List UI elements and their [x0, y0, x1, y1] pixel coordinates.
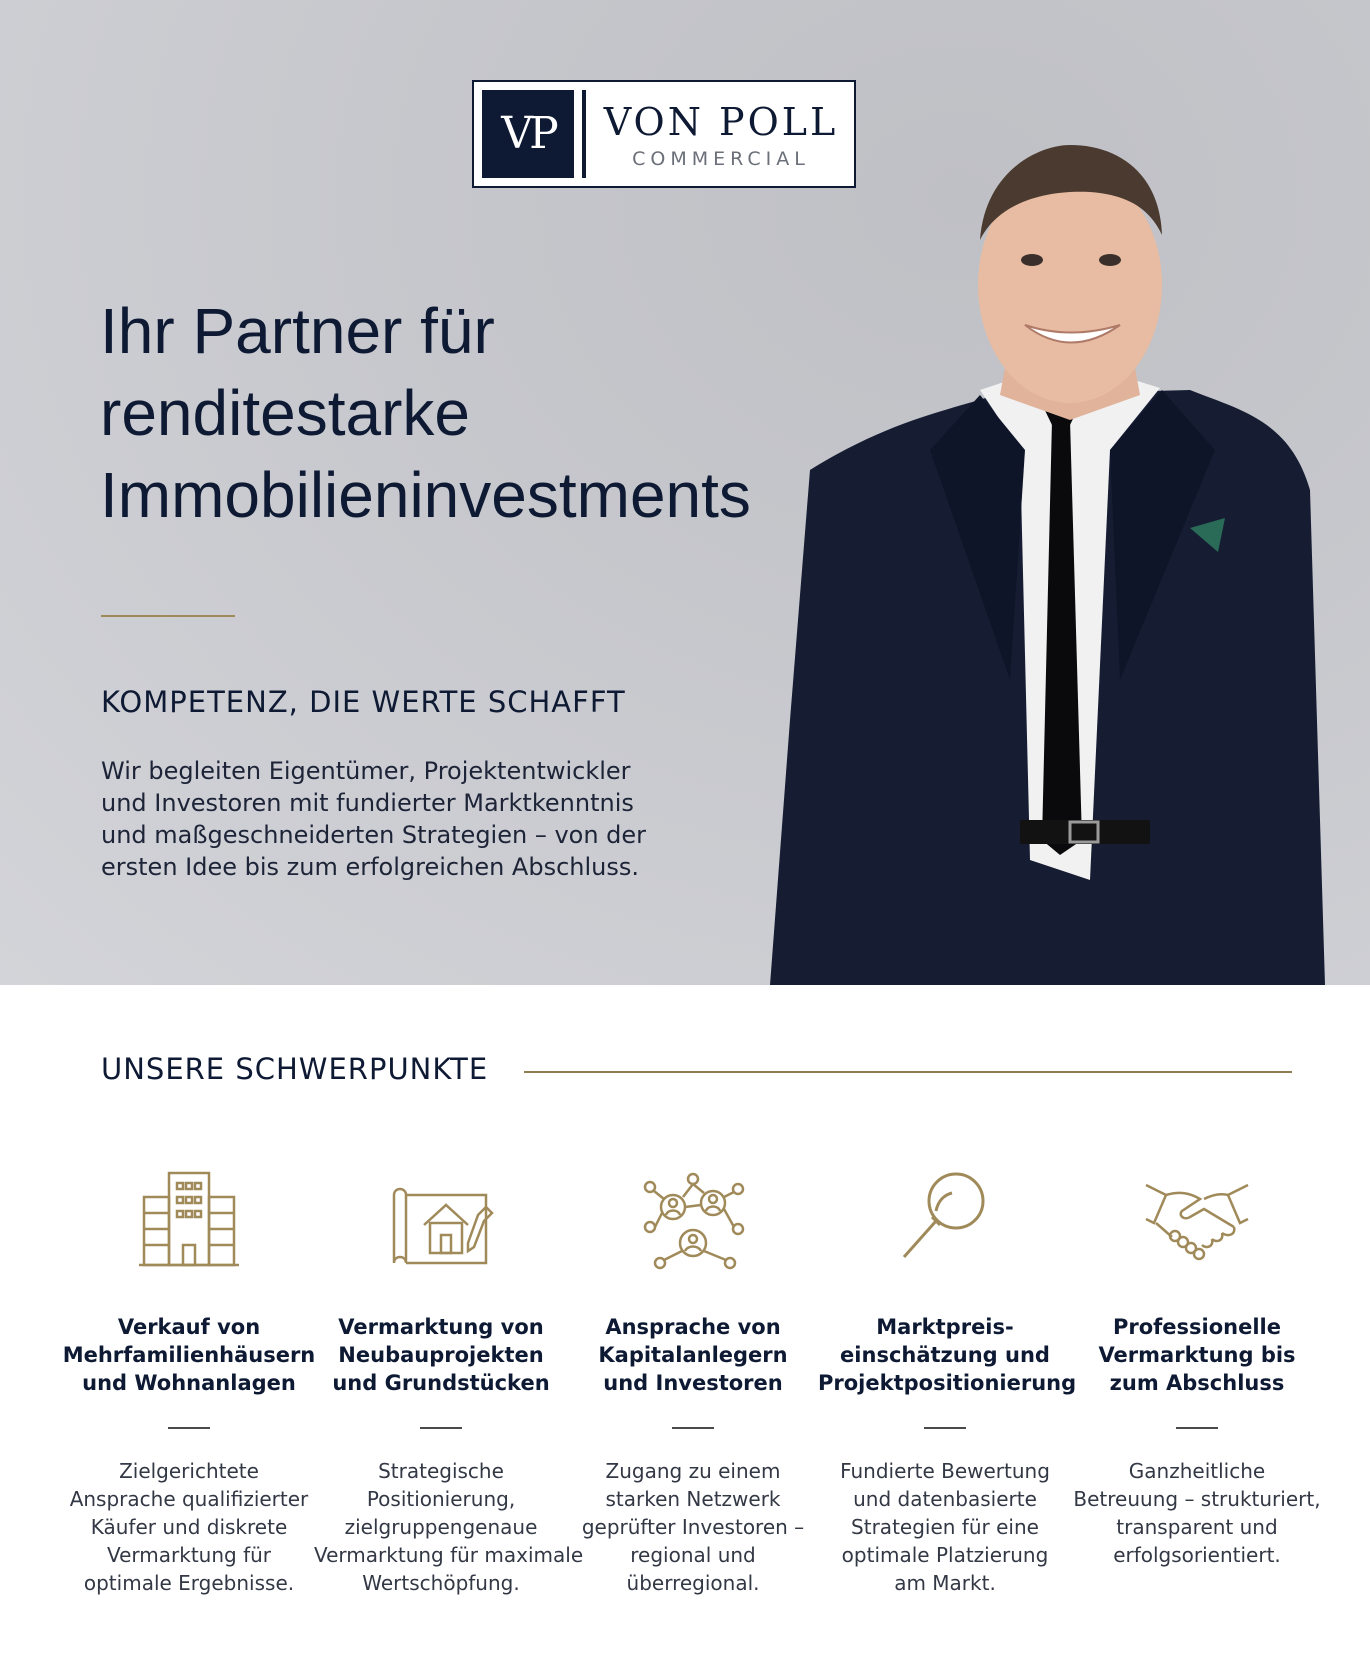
desc-line: Strategische	[378, 1459, 504, 1483]
desc-line: transparent und	[1116, 1515, 1278, 1539]
gold-divider	[101, 615, 235, 617]
title-line: Neubauprojekten	[338, 1343, 544, 1367]
desc-line: Fundierte Bewertung	[840, 1459, 1050, 1483]
intro-line: und maßgeschneiderten Strategien – von der	[101, 821, 647, 849]
logo-separator	[582, 90, 586, 178]
focus-item-divider	[1176, 1427, 1218, 1429]
desc-line: erfolgsorientiert.	[1113, 1543, 1281, 1567]
title-line: Professionelle	[1112, 1315, 1281, 1339]
title-line: Ansprache von	[605, 1315, 781, 1339]
logo-subtitle: COMMERCIAL	[632, 148, 810, 170]
focus-item-description	[566, 1457, 820, 1597]
logo-name: VON POLL	[603, 100, 839, 144]
page-headline	[100, 290, 820, 536]
focus-item-description	[818, 1457, 1072, 1597]
building-icon	[134, 1165, 244, 1275]
focus-item-divider	[168, 1427, 210, 1429]
desc-line: optimale Platzierung	[841, 1543, 1049, 1567]
headline-line: Ihr Partner für	[100, 295, 495, 367]
focus-item-abschluss	[1070, 1165, 1324, 1567]
desc-line: Positionierung,	[366, 1487, 516, 1511]
section-heading: UNSERE SCHWERPUNKTE	[101, 1052, 489, 1086]
desc-line: optimale Ergebnisse.	[83, 1571, 295, 1595]
logo-mark: VP	[482, 90, 574, 178]
desc-line: Ganzheitliche	[1128, 1459, 1266, 1483]
focus-item-divider	[924, 1427, 966, 1429]
title-line: Mehrfamilienhäusern	[62, 1343, 316, 1367]
focus-item-title	[566, 1313, 820, 1397]
title-line: und Investoren	[603, 1371, 783, 1395]
desc-line: Betreuung – strukturiert,	[1073, 1487, 1321, 1511]
focus-item-kapitalanleger	[566, 1165, 820, 1595]
desc-line: Ansprache qualifizierter	[69, 1487, 309, 1511]
title-line: und Wohnanlagen	[82, 1371, 296, 1395]
desc-line: regional und	[630, 1543, 756, 1567]
blueprint-house-icon	[386, 1165, 496, 1275]
desc-line: zielgruppengenaue	[344, 1515, 538, 1539]
hero-subheading: KOMPETENZ, DIE WERTE SCHAFFT	[101, 685, 626, 719]
network-icon	[638, 1165, 748, 1275]
focus-item-title	[314, 1313, 568, 1397]
title-line: Kapitalanlegern	[598, 1343, 788, 1367]
focus-item-divider	[420, 1427, 462, 1429]
title-line: und Grundstücken	[332, 1371, 550, 1395]
desc-line: überregional.	[626, 1571, 760, 1595]
title-line: Verkauf von	[117, 1315, 261, 1339]
desc-line: Wertschöpfung.	[362, 1571, 520, 1595]
title-line: einschätzung und	[840, 1343, 1050, 1367]
intro-line: und Investoren mit fundierter Marktkenntnis	[101, 789, 634, 817]
desc-line: und datenbasierte	[853, 1487, 1037, 1511]
focus-item-description	[314, 1457, 584, 1597]
focus-item-title	[62, 1313, 316, 1397]
title-line: Projektpositionierung	[818, 1371, 1077, 1395]
section-heading-rule	[524, 1071, 1292, 1073]
desc-line: Vermarktung für	[106, 1543, 272, 1567]
desc-line: Vermarktung für maximale	[314, 1543, 584, 1567]
hero-intro	[101, 755, 661, 883]
intro-line: ersten Idee bis zum erfolgreichen Abschluss.	[101, 853, 640, 881]
title-line: Marktpreis-	[876, 1315, 1014, 1339]
headline-line: Immobilieninvestments	[100, 459, 751, 531]
magnifier-icon	[890, 1165, 1000, 1275]
desc-line: Strategien für eine	[851, 1515, 1039, 1539]
focus-item-neubauprojekte	[314, 1165, 584, 1595]
desc-line: am Markt.	[894, 1571, 996, 1595]
focus-item-divider	[672, 1427, 714, 1429]
headline-line: renditestarke	[100, 377, 470, 449]
title-line: zum Abschluss	[1109, 1371, 1285, 1395]
desc-line: Zielgerichtete	[119, 1459, 259, 1483]
focus-item-title	[818, 1313, 1077, 1397]
intro-line: Wir begleiten Eigentümer, Projektentwickler	[101, 757, 631, 785]
handshake-icon	[1142, 1165, 1252, 1275]
focus-item-marktpreis	[818, 1165, 1077, 1595]
desc-line: Käufer und diskrete	[90, 1515, 288, 1539]
focus-item-description	[62, 1457, 316, 1597]
focus-item-mehrfamilienhaeuser	[62, 1165, 316, 1595]
focus-item-description	[1070, 1457, 1324, 1569]
desc-line: Zugang zu einem	[605, 1459, 781, 1483]
title-line: Vermarktung von	[338, 1315, 544, 1339]
desc-line: starken Netzwerk	[605, 1487, 781, 1511]
agent-portrait-photo	[770, 120, 1330, 985]
title-line: Vermarktung bis	[1098, 1343, 1296, 1367]
desc-line: geprüfter Investoren –	[581, 1515, 805, 1539]
focus-item-title	[1070, 1313, 1324, 1397]
